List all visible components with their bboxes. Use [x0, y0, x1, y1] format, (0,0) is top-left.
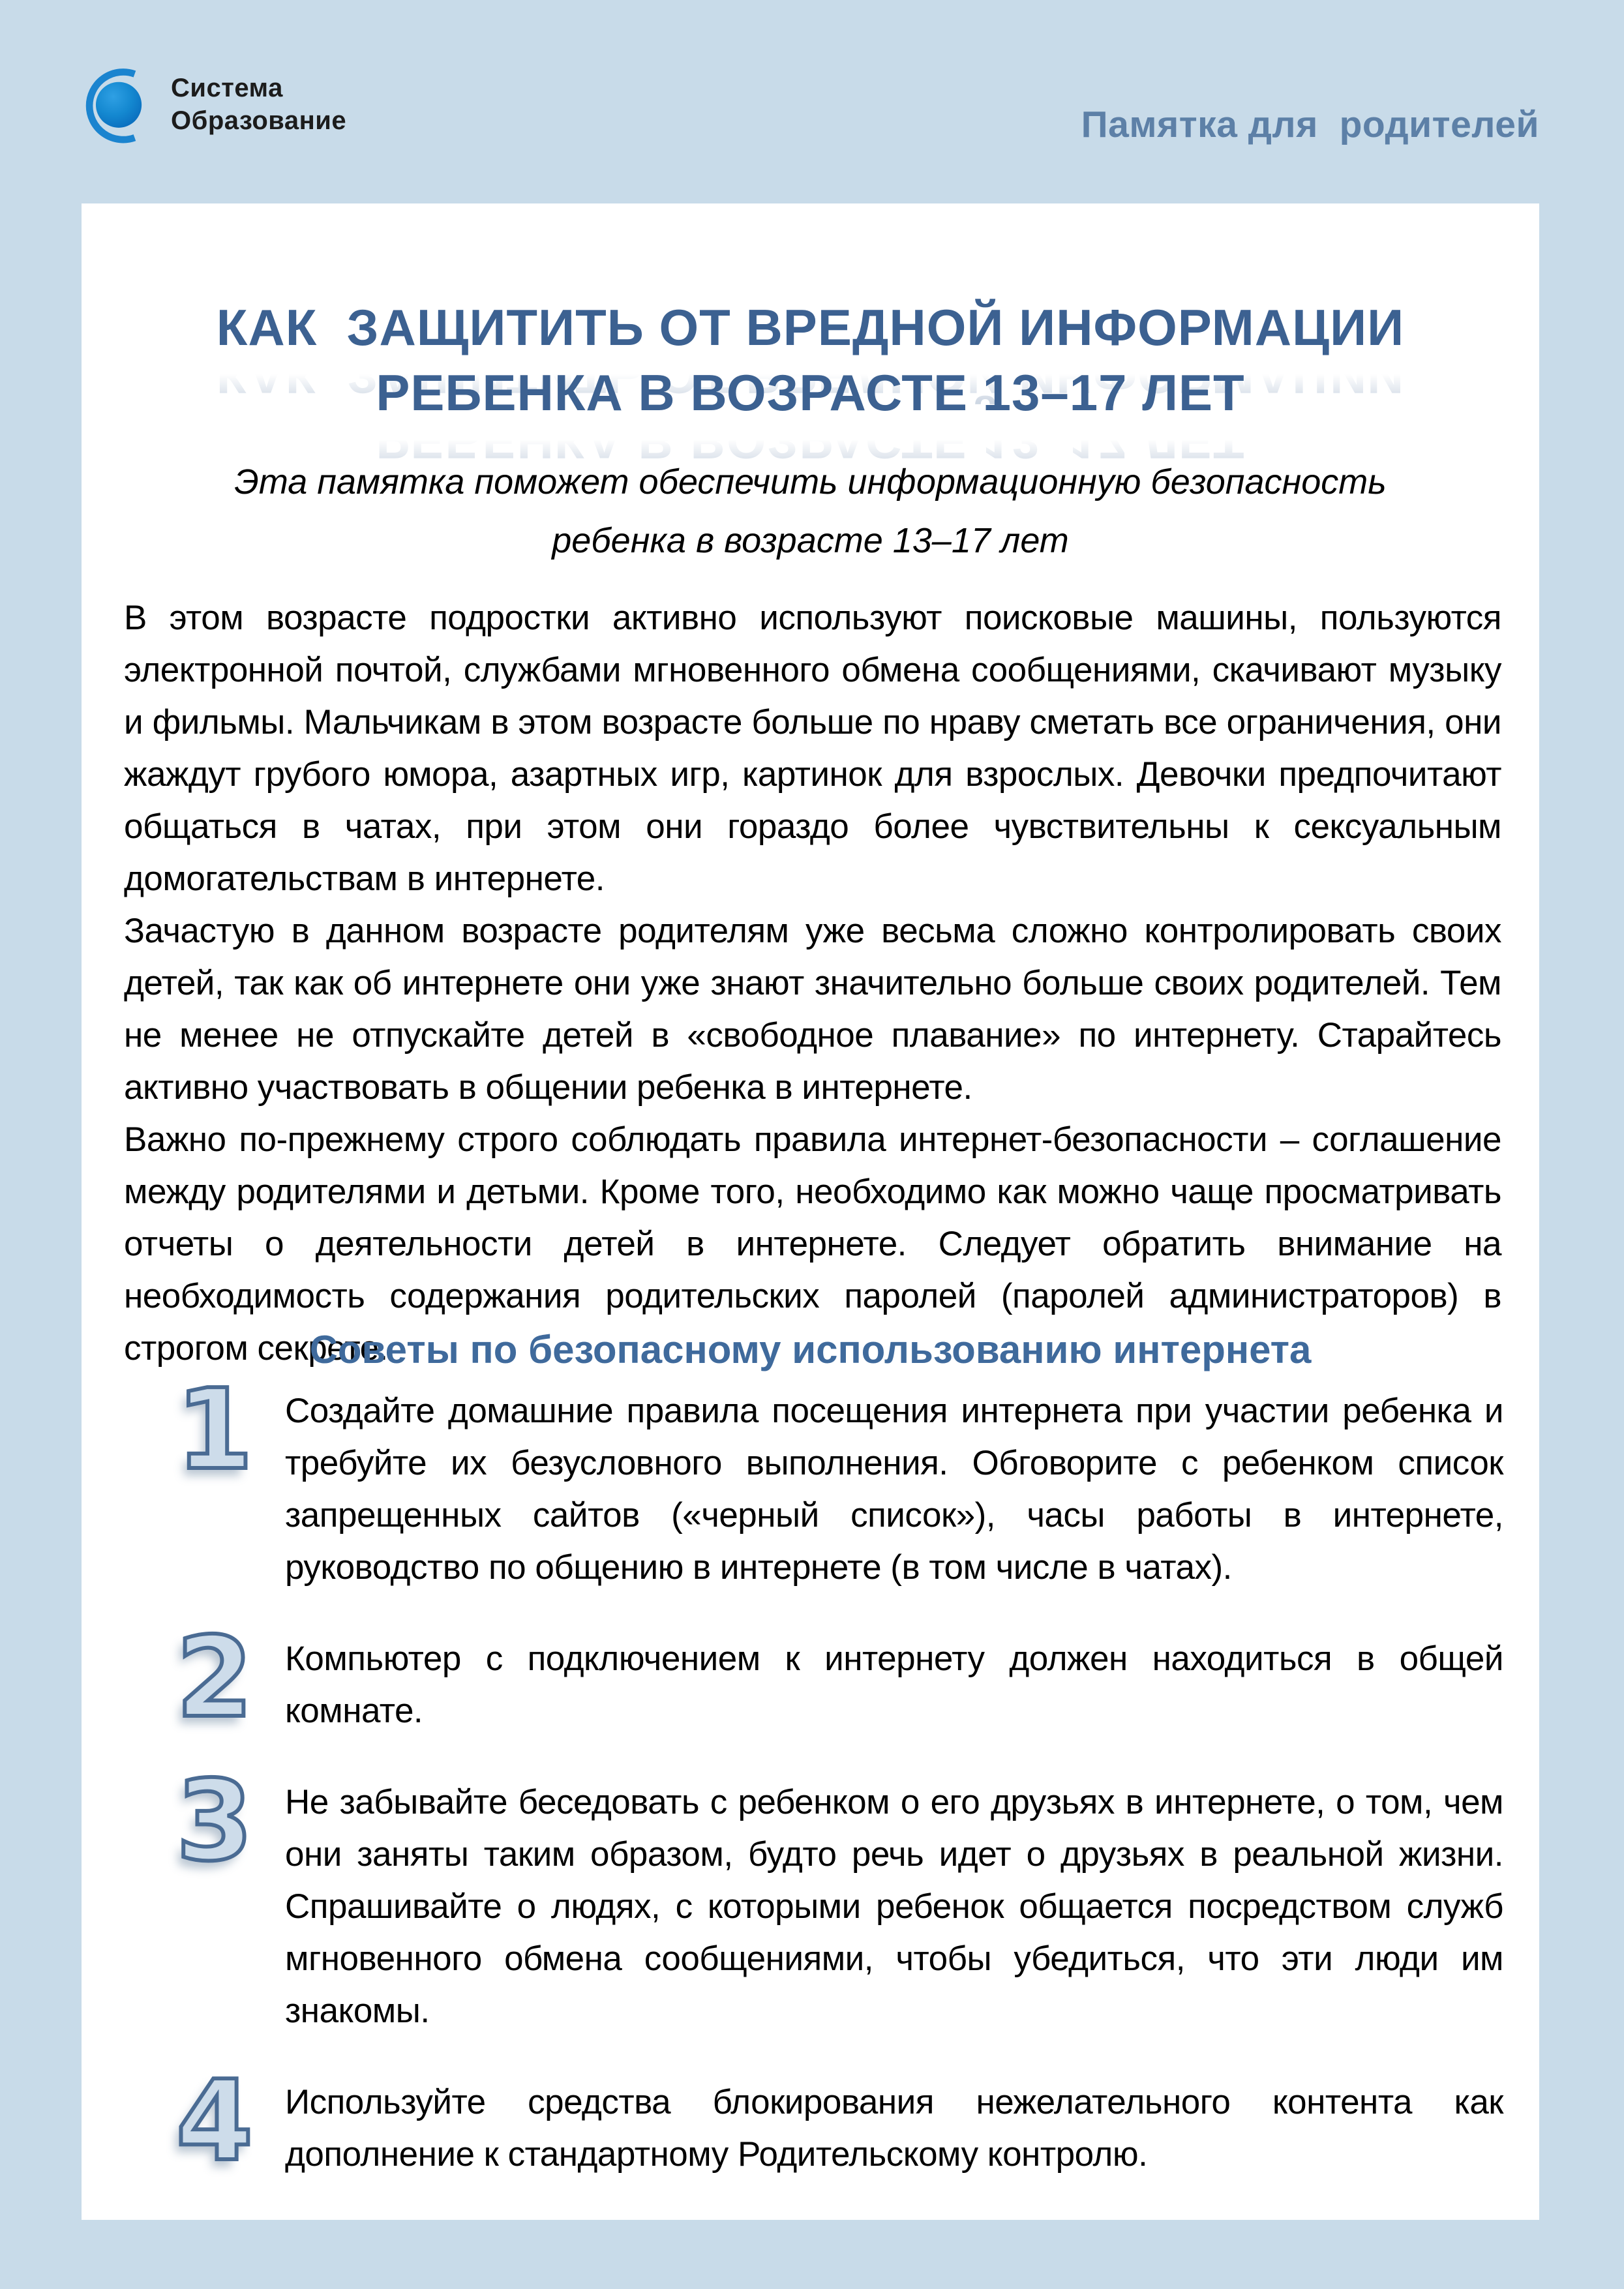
header-tagline: Памятка для родителей: [1081, 104, 1539, 145]
title-line-2: РЕБЕНКА В ВОЗРАСТЕ 13–17 ЛЕТ: [376, 364, 1245, 421]
body-paragraph: Зачастую в данном возрасте родителям уже весьма сложно контролировать своих детей, так как об интернете они уже знают значительно больше своих родителей. Тем не менее не отпускайте детей в «свободное плавание» по интернету. Старайтесь активно участвовать в общении ребенка в интернете.: [124, 912, 1501, 1107]
tip-item: [172, 1757, 1503, 2037]
title-line-1: КАК ЗАЩИТИТЬ ОТ ВРЕДНОЙ ИНФОРМАЦИИ: [216, 299, 1405, 356]
content-card: [82, 203, 1539, 2220]
body-text: [124, 592, 1501, 1375]
brand-name-line1: Система: [171, 74, 283, 102]
tip-text: Не забывайте беседовать с ребенком о его друзьях в интернете, о том, чем они заняты таким образом, будто речь идет о друзьях в реальной жизни. Спрашивайте о людях, с которыми ребенок общается посредством служб мгновенного обмена сообщениями, чтобы убедиться, что эти люди им знакомы.: [285, 1783, 1503, 2030]
body-paragraph: Важно по-прежнему строго соблюдать правила интернет-безопасности – соглашение между родителями и детьми. Кроме того, необходимо как можно чаще просматривать отчеты о деятельности детей в интернете. Следует обратить внимание на необходимость содержания родительских паролей (паролей администраторов) в строгом секрете.: [124, 1120, 1501, 1368]
tip-number: 1: [175, 1366, 254, 1495]
tip-number: 2: [175, 1613, 254, 1743]
body-paragraph: В этом возрасте подростки активно используют поисковые машины, пользуются электронной почтой, службами мгновенного обмена сообщениями, скачивают музыку и фильмы. Мальчикам в этом возрасте больше по нраву сметать все ограничения, они жаждут грубого юмора, азартных игр, картинок для взрослых. Девочки предпочитают общаться в чатах, при этом они гораздо более чувствительны к сексуальным домогательствам в интернете.: [124, 599, 1501, 898]
tip-number: 4: [175, 2057, 254, 2186]
tip-text: Компьютер с подключением к интернету должен находиться в общей комнате.: [285, 1639, 1503, 1730]
brand-name: [171, 72, 346, 137]
tip-text: Используйте средства блокирования нежелательного контента как дополнение к стандартному Родительскому контролю.: [285, 2083, 1503, 2174]
tip-item: [172, 2057, 1503, 2186]
tip-text: Создайте домашние правила посещения интернета при участии ребенка и требуйте их безусловного выполнения. Обговорите с ребенком список запрещенных сайтов («черный список»), часы работы в интернете, руководство по общению в интернете (в том числе в чатах).: [285, 1392, 1503, 1587]
tips-list: [172, 1366, 1503, 2220]
subtitle-line-1: Эта памятка поможет обеспечить информационную безопасность: [234, 462, 1387, 501]
tip-item: [172, 1613, 1503, 1743]
brand: [77, 60, 346, 149]
tip-item: [172, 1366, 1503, 1594]
tips-heading: Советы по безопасному использованию интернета: [309, 1328, 1312, 1371]
subtitle-line-2: ребенка в возрасте 13–17 лет: [552, 521, 1069, 560]
tip-number: 3: [175, 1757, 254, 1886]
document-title: [82, 295, 1539, 425]
brand-name-line2: Образование: [171, 106, 347, 135]
globe-crescent-icon: [77, 60, 157, 149]
document-subtitle: [82, 453, 1539, 570]
